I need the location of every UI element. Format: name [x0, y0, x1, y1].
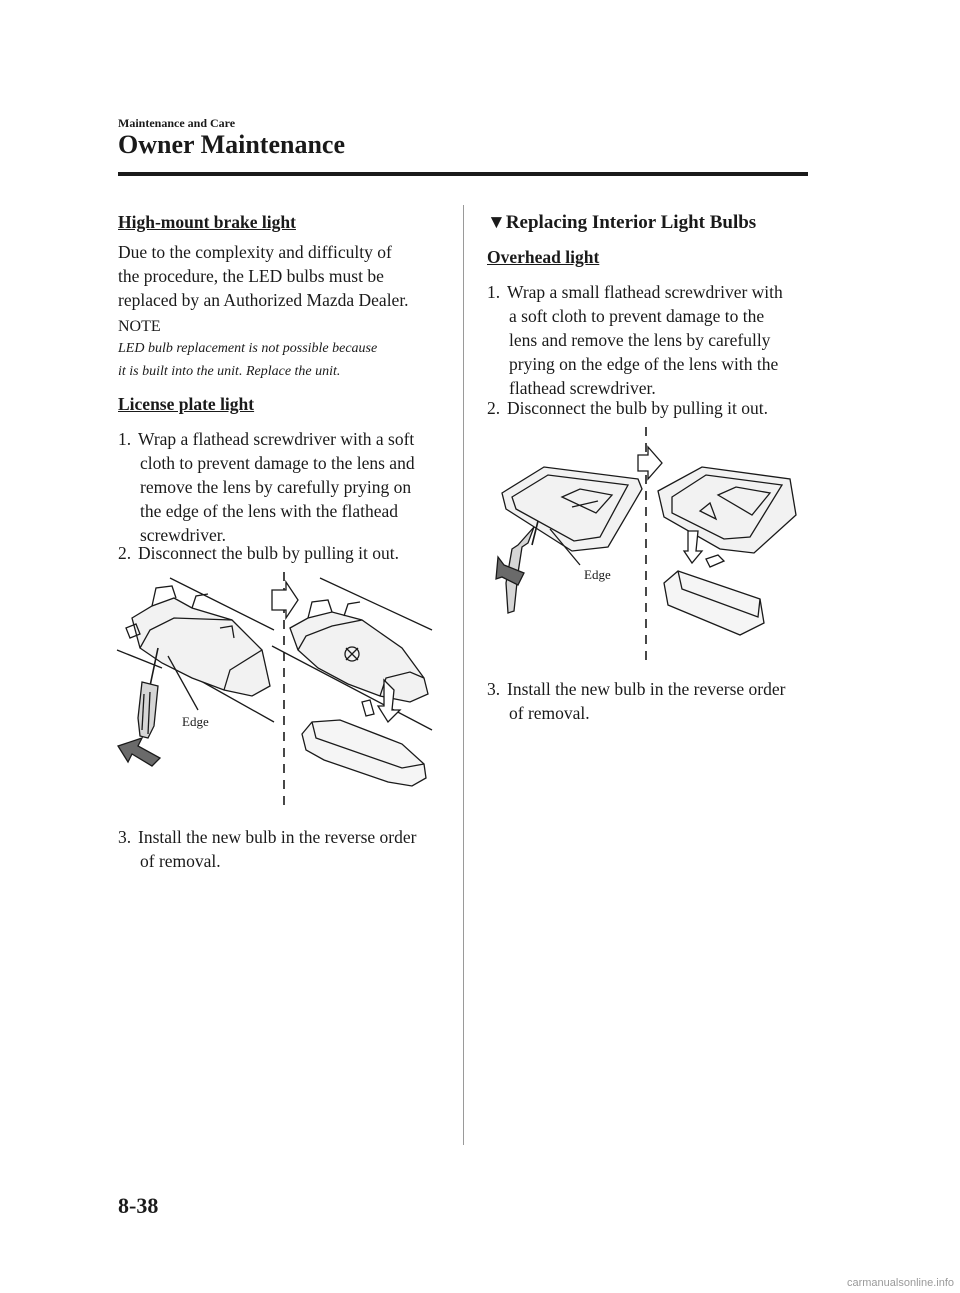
step-line: of removal.: [140, 851, 221, 871]
license-heading: License plate light: [118, 394, 255, 414]
step-number: 1.: [118, 429, 132, 449]
step-line: Disconnect the bulb by pulling it out.: [138, 543, 400, 563]
step-line: Disconnect the bulb by pulling it out.: [507, 398, 769, 418]
note-line: it is built into the unit. Replace the unit.: [118, 364, 341, 379]
high-mount-line: replaced by an Authorized Mazda Dealer.: [118, 290, 409, 310]
step-line: prying on the edge of the lens with the: [509, 354, 779, 374]
step-number: 3.: [487, 679, 501, 699]
header-rule: [118, 172, 808, 176]
edge-label: Edge: [182, 714, 209, 729]
license-plate-light-figure: [112, 568, 437, 813]
interior-light-heading-text: Replacing Interior Light Bulbs: [505, 212, 757, 233]
note-line: LED bulb replacement is not possible because: [118, 341, 378, 356]
high-mount-heading: High-mount brake light: [118, 212, 296, 232]
high-mount-line: Due to the complexity and difficulty of: [118, 242, 392, 262]
step-line: screwdriver.: [140, 525, 227, 545]
step-line: flathead screwdriver.: [509, 378, 656, 398]
interior-light-heading: [487, 212, 756, 234]
step-number: 3.: [118, 827, 132, 847]
step-line: cloth to prevent damage to the lens and: [140, 453, 415, 473]
overhead-heading: Overhead light: [487, 247, 600, 267]
triangle-down-icon: ▼: [487, 212, 506, 233]
step-line: Install the new bulb in the reverse order: [507, 679, 786, 699]
step-number: 2.: [487, 398, 501, 418]
high-mount-body: [118, 240, 409, 312]
overhead-light-figure: [488, 423, 808, 668]
step-number: 2.: [118, 543, 132, 563]
step-line: remove the lens by carefully prying on: [140, 477, 412, 497]
step-line: of removal.: [509, 703, 590, 723]
high-mount-line: the procedure, the LED bulbs must be: [118, 266, 384, 286]
note-text: [118, 337, 377, 383]
column-divider: [463, 205, 464, 1145]
note-heading: NOTE: [118, 318, 161, 335]
step-line: Wrap a flathead screwdriver with a soft: [138, 429, 415, 449]
step-line: Install the new bulb in the reverse order: [138, 827, 417, 847]
step-line: a soft cloth to prevent damage to the: [509, 306, 765, 326]
step-line: Wrap a small flathead screwdriver with: [507, 282, 783, 302]
step-line: lens and remove the lens by carefully: [509, 330, 771, 350]
page-number: 8-38: [118, 1193, 159, 1218]
step-line: the edge of the lens with the flathead: [140, 501, 399, 521]
page-title: Owner Maintenance: [118, 130, 345, 159]
step-number: 1.: [487, 282, 501, 302]
watermark: carmanualsonline.info: [846, 1277, 954, 1289]
edge-label: Edge: [584, 567, 611, 582]
section-label: Maintenance and Care: [118, 116, 236, 130]
